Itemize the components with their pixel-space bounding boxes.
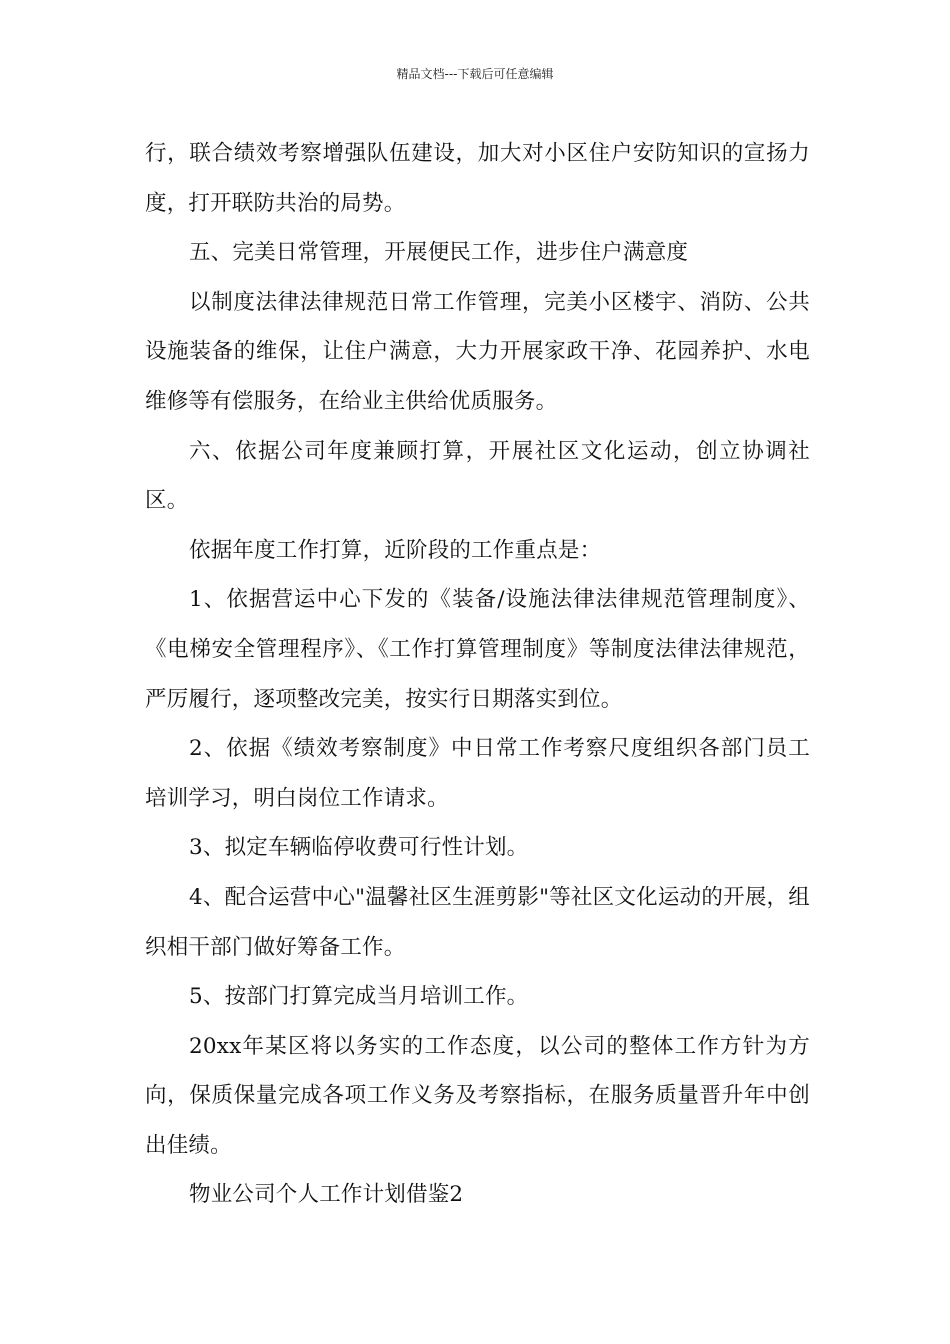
paragraph: 物业公司个人工作计划借鉴2 xyxy=(189,1182,464,1208)
paragraph: 五、完美日常管理，开展便民工作，进步住户满意度 xyxy=(189,240,689,266)
paragraph: 依据年度工作打算，近阶段的工作重点是： xyxy=(189,537,602,563)
paragraph: 3、拟定车辆临停收费可行性计划。 xyxy=(189,835,529,861)
paragraph: 行，联合绩效考察增强队伍建设，加大对小区住户安防知识的宣扬力度，打开联防共治的局势。 xyxy=(145,141,810,216)
paragraph: 以制度法律法律规范日常工作管理，完美小区楼宇、消防、公共设施装备的维保，让住户满意，大力开展家政干净、花园养护、水电维修等有偿服务，在给业主供给优质服务。 xyxy=(145,289,810,414)
paragraph: 1、依据营运中心下发的《装备/设施法律法律规范管理制度》、《电梯安全管理程序》、《工作打算管理制度》等制度法律法律规范，严厉履行，逐项整改完美，按实行日期落实到位。 xyxy=(145,587,810,712)
paragraph: 5、按部门打算完成当月培训工作。 xyxy=(189,984,529,1010)
paragraph: 六、依据公司年度兼顾打算，开展社区文化运动，创立协调社区。 xyxy=(145,438,810,514)
paragraph: 4、配合运营中心"温馨社区生涯剪影"等社区文化运动的开展，组织相干部门做好筹备工作。 xyxy=(145,884,810,960)
paragraph: 2、依据《绩效考察制度》中日常工作考察尺度组织各部门员工培训学习，明白岗位工作请求。 xyxy=(145,736,810,811)
paragraph: 20xx年某区将以务实的工作态度，以公司的整体工作方针为方向，保质保量完成各项工作义务及考察指标，在服务质量晋升年中创出佳绩。 xyxy=(145,1033,810,1158)
page-header: 精品文档---下载后可任意编辑 xyxy=(396,67,554,81)
document-body xyxy=(145,129,810,1220)
